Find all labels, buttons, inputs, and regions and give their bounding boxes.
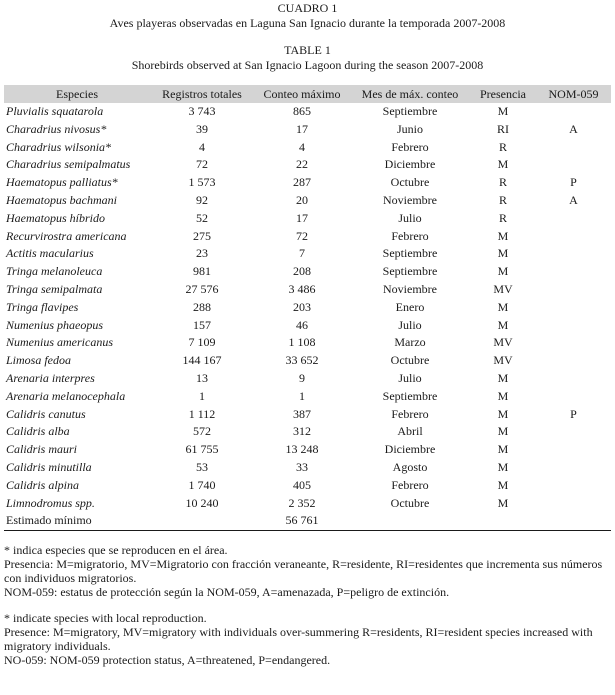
species-cell: Calidris canutus <box>6 406 86 421</box>
max-month-cell: Octubre <box>390 353 430 368</box>
presence-cell: R <box>498 210 507 225</box>
nom059-cell <box>536 423 611 441</box>
nom059-cell: A <box>569 192 578 207</box>
nom059-cell <box>536 459 611 477</box>
presence-cell: M <box>497 299 509 314</box>
max-month-cell: Abril <box>397 424 423 439</box>
max-count-cell: 2 352 <box>288 495 316 510</box>
max-count-cell: 9 <box>299 370 305 385</box>
presence-cell: R <box>498 192 507 207</box>
max-count-cell: 7 <box>299 246 305 261</box>
header-presence: Presencia <box>470 85 536 103</box>
species-cell: Tringa melanoleuca <box>6 264 103 279</box>
species-cell: Arenaria melanocephala <box>6 388 126 403</box>
species-cell: Limnodromus spp. <box>6 495 95 510</box>
presence-cell: M <box>497 157 509 172</box>
table-row <box>4 245 611 263</box>
presence-cell: M <box>497 370 509 385</box>
species-cell: Pluvialis squatarola <box>6 104 104 118</box>
header-total-records: Registros totales <box>150 85 254 103</box>
max-month-cell: Febrero <box>391 477 429 492</box>
total-records-cell: 275 <box>193 228 211 243</box>
species-cell: Tringa flavipes <box>6 299 79 314</box>
presence-cell: M <box>497 495 509 510</box>
shorebird-table-container <box>4 85 611 531</box>
max-month-cell: Julio <box>398 370 422 385</box>
presence-cell: M <box>497 264 509 279</box>
total-records-cell: 39 <box>196 121 208 136</box>
nom059-cell <box>536 281 611 299</box>
max-count-cell: 20 <box>296 192 308 207</box>
max-month-cell: Diciembre <box>384 157 436 172</box>
max-month-cell: Septiembre <box>382 104 438 118</box>
presence-cell: RI <box>497 121 509 136</box>
species-cell: Calidris alpina <box>6 477 80 492</box>
max-month-cell: Septiembre <box>382 388 438 403</box>
nom059-cell <box>536 245 611 263</box>
presence-cell: M <box>497 228 509 243</box>
caption-spanish <box>0 0 615 31</box>
max-count-cell: 1 <box>299 388 305 403</box>
species-cell: Calidris alba <box>6 424 70 439</box>
total-records-cell: 7 109 <box>188 335 216 350</box>
total-empty-2 <box>350 512 470 530</box>
table-row <box>4 156 611 174</box>
max-month-cell: Febrero <box>391 139 429 154</box>
note-es-reproduction: * indica especies que se reproducen en el área. <box>4 543 228 558</box>
nom059-cell <box>536 370 611 388</box>
nom059-cell <box>536 299 611 317</box>
table-row <box>4 228 611 246</box>
max-count-cell: 312 <box>293 424 311 439</box>
nom059-cell <box>536 156 611 174</box>
total-records-cell: 144 167 <box>182 353 222 368</box>
table-row <box>4 441 611 459</box>
total-records-cell: 23 <box>196 246 208 261</box>
presence-cell: M <box>497 317 509 332</box>
presence-cell: MV <box>493 353 513 368</box>
table-row <box>4 299 611 317</box>
total-records-cell: 13 <box>196 370 208 385</box>
total-records-cell: 1 112 <box>188 406 216 421</box>
presence-cell: M <box>497 442 509 457</box>
presence-cell: M <box>497 246 509 261</box>
total-records-cell: 61 755 <box>185 442 219 457</box>
max-count-cell: 1 108 <box>288 335 316 350</box>
max-count-cell: 387 <box>293 406 311 421</box>
species-cell: Recurvirostra americana <box>6 228 127 243</box>
total-records-cell: 3 743 <box>188 104 216 118</box>
nom059-cell: P <box>570 175 577 190</box>
total-records-cell: 4 <box>199 139 205 154</box>
max-month-cell: Septiembre <box>382 264 438 279</box>
presence-cell: M <box>497 104 509 118</box>
header-max-count: Conteo máximo <box>254 85 350 103</box>
max-month-cell: Octubre <box>390 495 430 510</box>
nom059-cell <box>536 210 611 228</box>
max-count-cell: 17 <box>296 210 308 225</box>
nom059-cell <box>536 103 611 121</box>
table-header-row <box>4 85 611 103</box>
total-records-cell: 92 <box>196 192 208 207</box>
species-cell: Charadrius wilsonia* <box>6 139 112 154</box>
species-cell: Numenius americanus <box>6 335 113 350</box>
nom059-cell <box>536 263 611 281</box>
table-title-en: Shorebirds observed at San Ignacio Lagoon during the season 2007-2008 <box>131 58 484 72</box>
total-records-cell: 72 <box>196 157 208 172</box>
table-row <box>4 352 611 370</box>
species-cell: Haematopus bachmani <box>6 192 117 207</box>
table-row <box>4 210 611 228</box>
header-nom059: NOM-059 <box>536 85 611 103</box>
nom059-cell <box>536 477 611 495</box>
total-records-cell: 53 <box>196 459 208 474</box>
note-en-presence: Presence: M=migratory, MV=migratory with individuals over-summering R=residents, RI=resident species increased with migratory individuals. <box>4 625 593 654</box>
table-row <box>4 477 611 495</box>
table-row <box>4 174 611 192</box>
nom059-cell <box>536 352 611 370</box>
species-cell: Arenaria interpres <box>6 370 95 385</box>
caption-english <box>0 43 615 73</box>
species-cell: Calidris minutilla <box>6 459 92 474</box>
footnotes <box>4 543 611 667</box>
species-cell: Tringa semipalmata <box>6 281 103 296</box>
header-max-month: Mes de máx. conteo <box>350 85 470 103</box>
nom059-cell <box>536 228 611 246</box>
table-row <box>4 103 611 121</box>
presence-cell: M <box>497 477 509 492</box>
note-en-nom059: NO-059: NOM-059 protection status, A=threatened, P=endangered. <box>4 653 331 668</box>
max-month-cell: Septiembre <box>382 246 438 261</box>
nom059-cell: P <box>570 406 577 421</box>
total-value: 56 761 <box>254 512 350 530</box>
species-cell: Limosa fedoa <box>6 353 72 368</box>
total-records-cell: 157 <box>193 317 211 332</box>
max-month-cell: Marzo <box>394 335 426 350</box>
max-month-cell: Julio <box>398 317 422 332</box>
max-month-cell: Febrero <box>391 228 429 243</box>
total-records-cell: 1 573 <box>188 175 216 190</box>
nom059-cell <box>536 334 611 352</box>
max-month-cell: Noviembre <box>383 192 437 207</box>
table-row <box>4 263 611 281</box>
table-row <box>4 388 611 406</box>
total-empty-3 <box>470 512 536 530</box>
table-row <box>4 121 611 139</box>
presence-cell: MV <box>493 335 513 350</box>
total-records-cell: 1 740 <box>188 477 216 492</box>
presence-cell: M <box>497 424 509 439</box>
total-records-cell: 52 <box>196 210 208 225</box>
table-row <box>4 459 611 477</box>
table-row <box>4 334 611 352</box>
max-count-cell: 287 <box>293 175 311 190</box>
table-row <box>4 281 611 299</box>
species-cell: Calidris mauri <box>6 442 78 457</box>
max-month-cell: Octubre <box>390 175 430 190</box>
presence-cell: M <box>497 388 509 403</box>
max-month-cell: Julio <box>398 210 422 225</box>
presence-cell: R <box>498 175 507 190</box>
max-count-cell: 405 <box>293 477 311 492</box>
species-cell: Haematopus palliatus* <box>6 175 118 190</box>
nom059-cell <box>536 317 611 335</box>
table-label-en: TABLE 1 <box>284 43 331 57</box>
notes-spacer <box>4 599 611 611</box>
presence-cell: M <box>497 406 509 421</box>
note-en-reproduction: * indicate species with local reproduction. <box>4 611 207 626</box>
species-cell: Actitis macularius <box>6 246 94 261</box>
nom059-cell <box>536 139 611 157</box>
max-count-cell: 46 <box>296 317 308 332</box>
table-row <box>4 192 611 210</box>
nom059-cell <box>536 388 611 406</box>
species-cell: Charadrius nivosus* <box>6 121 107 136</box>
max-count-cell: 72 <box>296 228 308 243</box>
species-cell: Haematopus híbrido <box>6 210 105 225</box>
total-empty-4 <box>536 512 611 530</box>
max-month-cell: Junio <box>396 121 423 136</box>
max-month-cell: Noviembre <box>383 281 437 296</box>
total-label: Estimado mínimo <box>4 512 150 530</box>
nom059-cell <box>536 441 611 459</box>
table-row <box>4 406 611 424</box>
max-count-cell: 4 <box>299 139 305 154</box>
presence-cell: R <box>498 139 507 154</box>
max-count-cell: 13 248 <box>285 442 319 457</box>
max-month-cell: Diciembre <box>384 442 436 457</box>
max-count-cell: 33 <box>296 459 308 474</box>
table-row <box>4 370 611 388</box>
max-count-cell: 203 <box>293 299 311 314</box>
max-month-cell: Febrero <box>391 406 429 421</box>
max-month-cell: Enero <box>395 299 425 314</box>
total-records-cell: 27 576 <box>185 281 219 296</box>
table-label-es: CUADRO 1 <box>277 1 338 15</box>
nom059-cell <box>536 495 611 513</box>
table-title-es: Aves playeras observadas en Laguna San Ignacio durante la temporada 2007-2008 <box>109 16 506 30</box>
total-records-cell: 1 <box>199 388 205 403</box>
table-row <box>4 317 611 335</box>
total-row <box>4 512 611 530</box>
species-cell: Charadrius semipalmatus <box>6 157 131 172</box>
max-count-cell: 3 486 <box>288 281 316 296</box>
max-count-cell: 33 652 <box>285 353 319 368</box>
max-count-cell: 17 <box>296 121 308 136</box>
shorebird-table <box>4 85 611 531</box>
total-records-cell: 288 <box>193 299 211 314</box>
max-count-cell: 865 <box>293 104 311 118</box>
note-es-presence: Presencia: M=migratorio, MV=Migratorio con fracción veraneante, R=residente, RI=residentes que incrementa sus números con individuos migratorios. <box>4 557 603 586</box>
table-row <box>4 139 611 157</box>
total-empty-1 <box>150 512 254 530</box>
total-records-cell: 981 <box>193 264 211 279</box>
note-es-nom059: NOM-059: estatus de protección según la NOM-059, A=amenazada, P=peligro de extinción. <box>4 585 450 600</box>
table-row <box>4 423 611 441</box>
header-species: Especies <box>4 85 150 103</box>
max-count-cell: 22 <box>296 157 308 172</box>
table-body <box>4 103 611 531</box>
presence-cell: M <box>497 459 509 474</box>
total-records-cell: 572 <box>193 424 211 439</box>
nom059-cell: A <box>569 121 578 136</box>
total-records-cell: 10 240 <box>185 495 219 510</box>
table-row <box>4 495 611 513</box>
presence-cell: MV <box>493 281 513 296</box>
species-cell: Numenius phaeopus <box>6 317 103 332</box>
max-count-cell: 208 <box>293 264 311 279</box>
max-month-cell: Agosto <box>392 459 428 474</box>
